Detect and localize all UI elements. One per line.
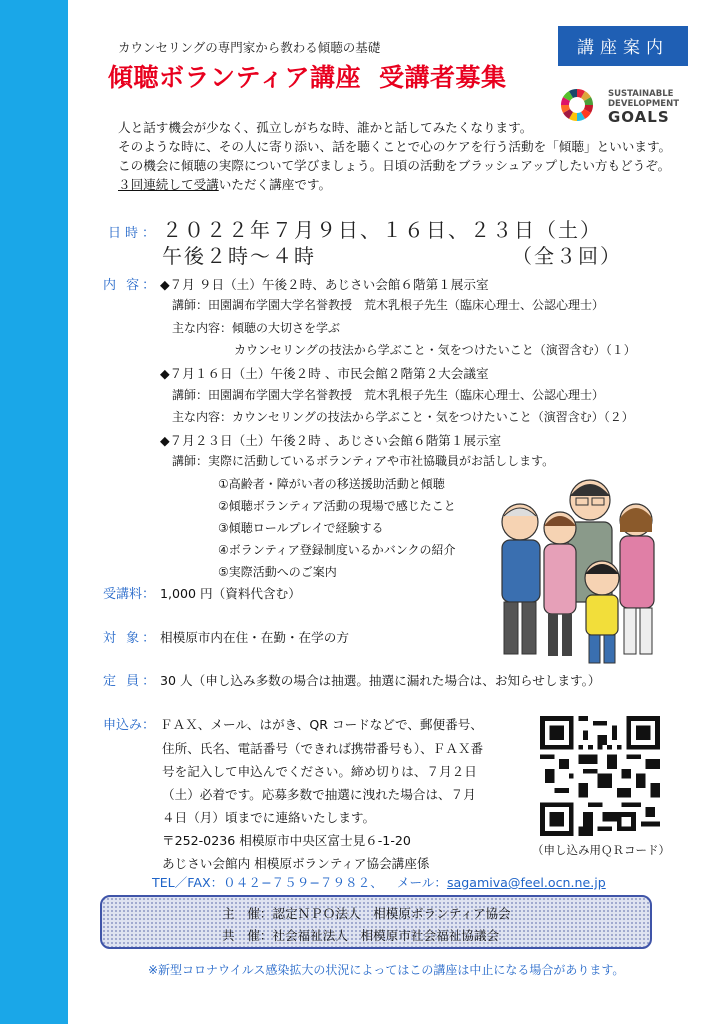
capacity-label: 定 員：	[103, 674, 159, 689]
qr-code[interactable]	[540, 716, 660, 836]
date-line: ２０２２年７月９日、１６日、２３日（土）	[162, 218, 602, 242]
session3-item: ③傾聴ロールプレイで経験する	[218, 521, 384, 535]
session1-heading: ◆７月 ９日（土）午後２時、あじさい会館６階第１展示室	[160, 277, 489, 292]
session3-item: ⑤実際活動へのご案内	[218, 565, 337, 579]
email-link[interactable]: sagamiva@feel.ocn.ne.jp	[446, 875, 606, 890]
date-label: 日時：	[108, 226, 160, 241]
apply-line: 号を記入して申込んでください。締め切りは、７月２日	[162, 764, 477, 779]
apply-line: 住所、氏名、電話番号（できれば携帯番号も）、ＦＡＸ番	[162, 741, 484, 756]
target-value: 相模原市内在住・在勤・在学の方	[160, 630, 349, 645]
session2-lecturer: 講師：田園調布学園大学名誉教授 荒木乳根子先生（臨床心理士、公認心理士）	[172, 388, 605, 402]
organizer: 主 催：認定ＮＰＯ法人 相模原ボランティア協会	[222, 906, 511, 921]
fee-label: 受講料：	[103, 587, 156, 602]
address-office: あじさい会館内 相模原ボランティア協会講座係	[162, 856, 430, 871]
target-label: 対 象：	[103, 631, 159, 646]
tel-fax: TEL／FAX：０４２−７５９−７９８２、	[152, 875, 383, 890]
contact-line	[152, 872, 606, 891]
session2-heading: ◆７月１６日（土）午後２時 、市民会館２階第２大会議室	[160, 366, 489, 381]
left-color-bar	[0, 0, 68, 1024]
session1-topic2: カウンセリングの技法から学ぶこと・気をつけたいこと（演習含む）（１）	[234, 343, 636, 357]
page-title	[108, 58, 507, 94]
session3-item: ②傾聴ボランティア活動の現場で感じたこと	[218, 499, 456, 513]
qr-caption: （申し込み用ＱＲコード）	[532, 843, 670, 857]
time-line: 午後２時〜４時	[162, 244, 316, 268]
content-label: 内 容：	[103, 278, 159, 293]
intro-text: 人と話す機会が少なく、孤立しがちな時、誰かと話してみたくなります。 そのような時に、その人に寄り添い、話を聴くことで心のケアを行う活動を「傾聴」といいます。この機会に傾聴の実際について学びましょう。日頃の活動をブラッシュアップしたい方もどうぞ。 ３回連続して受講いただく講座です。	[118, 120, 672, 192]
session3-item: ④ボランティア登録制度いるかバンクの紹介	[218, 543, 456, 557]
session3-item: ①高齢者・障がい者の移送援助活動と傾聴	[218, 477, 445, 491]
session2-topic: 主な内容：カウンセリングの技法から学ぶこと・気をつけたいこと（演習含む）（２）	[172, 410, 634, 424]
title-sub: 受講者募集	[379, 63, 507, 92]
apply-line: ４日（月）頃までに連絡いたします。	[162, 810, 376, 825]
session3-heading: ◆７月２３日（土）午後２時 、あじさい会館６階第１展示室	[160, 433, 502, 448]
course-info-badge: 講座案内	[558, 26, 688, 66]
sdg-wheel-icon	[560, 88, 594, 122]
capacity-value: 30 人（申し込み多数の場合は抽選。抽選に漏れた場合は、お知らせします。）	[160, 673, 601, 688]
apply-line: （土）必着です。応募多数で抽選に洩れた場合は、７月	[162, 787, 476, 802]
session1-topic: 主な内容：傾聴の大切さを学ぶ	[172, 321, 341, 335]
session1-lecturer: 講師：田園調布学園大学名誉教授 荒木乳根子先生（臨床心理士、公認心理士）	[172, 298, 605, 312]
fee-value: 1,000 円（資料代含む）	[160, 586, 301, 601]
sdg-text: SUSTAINABLE DEVELOPMENT GOALS	[608, 89, 679, 126]
subtitle: カウンセリングの専門家から教わる傾聴の基礎	[118, 40, 381, 55]
apply-line: ＦＡＸ、メール、はがき、QR コードなどで、郵便番号、	[160, 717, 483, 732]
apply-label: 申込み：	[103, 718, 156, 733]
family-illustration	[490, 470, 660, 670]
title-main: 傾聴ボランティア講座	[108, 63, 362, 92]
postal-address: 〒252-0236 相模原市中央区富士見６-1-20	[162, 833, 411, 848]
mail-label: メール：	[396, 875, 447, 890]
session3-lecturer: 講師：実際に活動しているボランティアや市社協職員がお話しします。	[172, 454, 555, 468]
co-organizer: 共 催：社会福祉法人 相模原市社会福祉協議会	[222, 928, 500, 943]
covid-notice: ※新型コロナウイルス感染拡大の状況によってはこの講座は中止になる場合があります。	[148, 963, 625, 977]
session-count: （全３回）	[512, 244, 622, 268]
